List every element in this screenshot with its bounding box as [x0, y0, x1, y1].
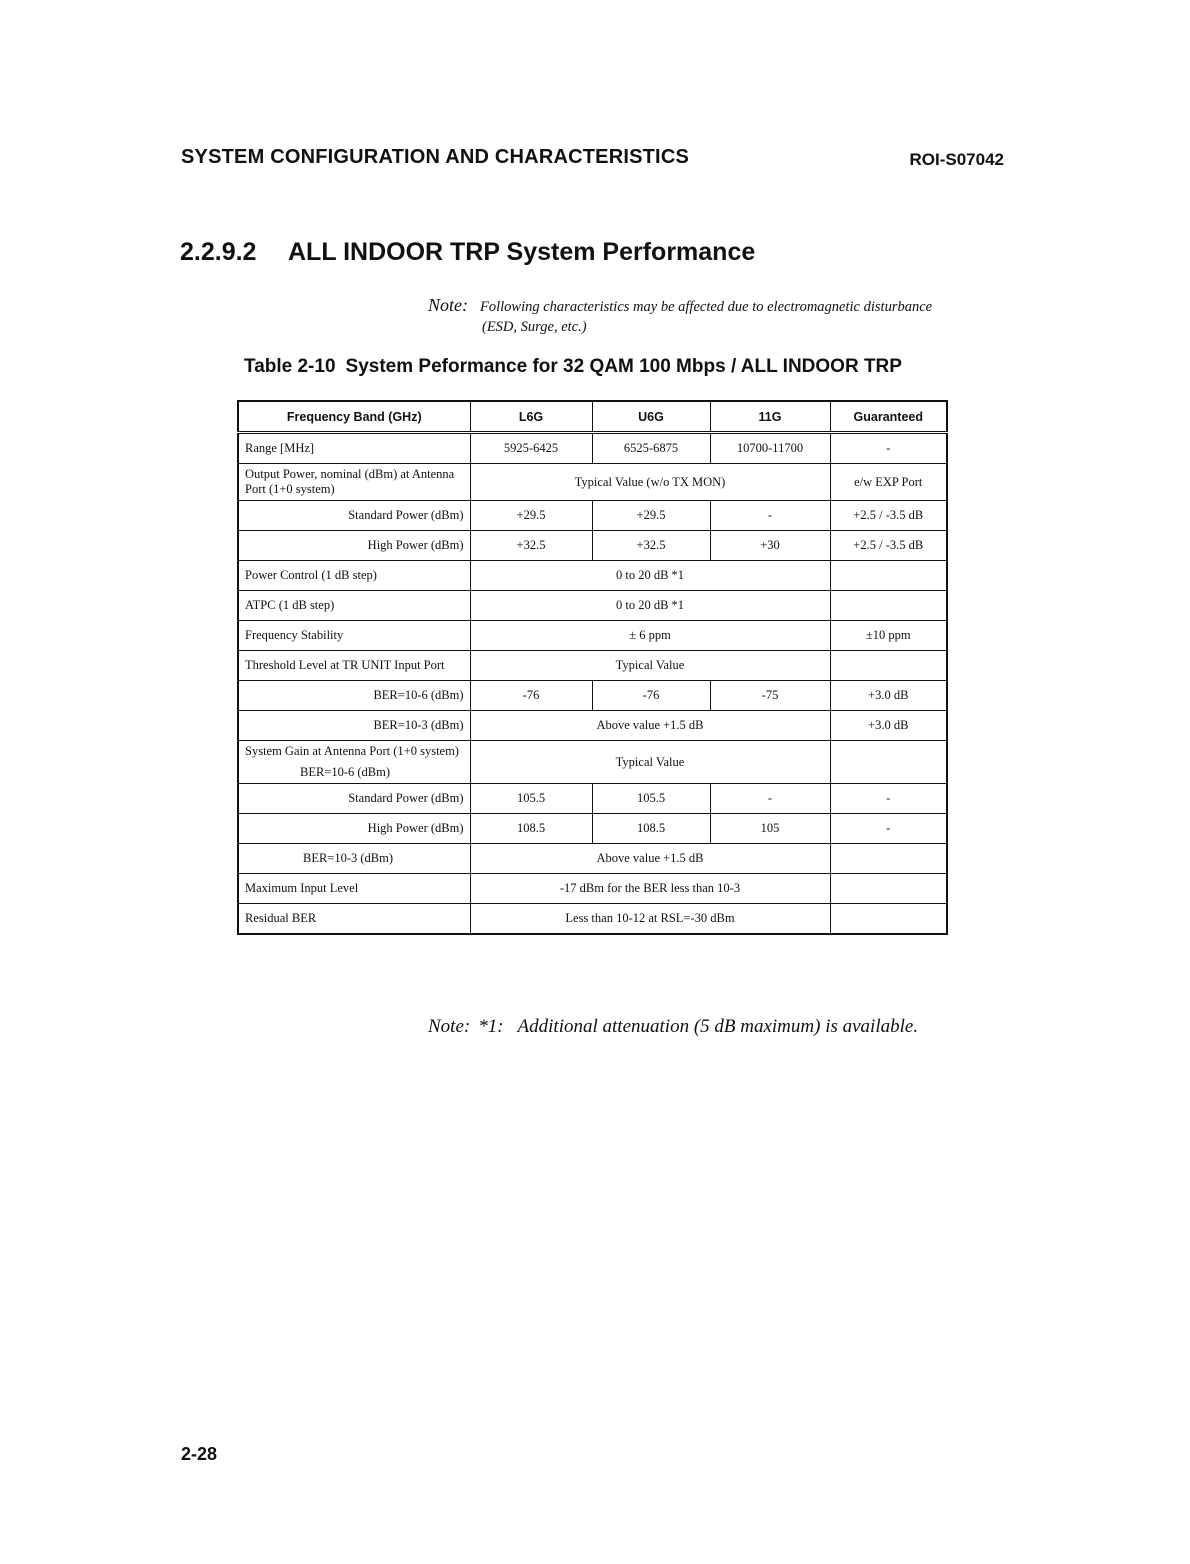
table-title — [244, 356, 902, 378]
cell-freq-stab-value: ± 6 ppm — [470, 621, 830, 651]
cell-sg-high-l6g: 108.5 — [470, 814, 592, 844]
header-frequency-band: Frequency Band (GHz) — [238, 401, 470, 433]
running-header-doc-id: ROI-S07042 — [909, 150, 1004, 169]
cell-high-power-guaranteed: +2.5 / -3.5 dB — [830, 531, 947, 561]
table-row — [238, 651, 947, 681]
cell-sysgain-label-text: System Gain at Antenna Port (1+0 system) — [245, 744, 459, 758]
cell-sg-high-label: High Power (dBm) — [238, 814, 470, 844]
table-row — [238, 531, 947, 561]
cell-std-power-label: Standard Power (dBm) — [238, 501, 470, 531]
cell-ber6-label: BER=10-6 (dBm) — [238, 681, 470, 711]
cell-sg-ber3-label: BER=10-3 (dBm) — [238, 844, 470, 874]
note-top-line1: Following characteristics may be affected due to electromagnetic disturbance — [480, 299, 933, 315]
cell-sysgain-sub: BER=10-6 (dBm) — [300, 765, 391, 779]
note-bottom-ref: *1: — [478, 1016, 504, 1037]
header-u6g: U6G — [592, 401, 710, 433]
cell-power-control-guaranteed — [830, 561, 947, 591]
cell-freq-stab-guaranteed: ±10 ppm — [830, 621, 947, 651]
cell-sg-std-l6g: 105.5 — [470, 784, 592, 814]
cell-atpc-value: 0 to 20 dB *1 — [470, 591, 830, 621]
cell-output-label: Output Power, nominal (dBm) at Antenna Port (1+0 system) — [238, 464, 470, 501]
note-top-label: Note: — [428, 295, 468, 315]
cell-range-u6g: 6525-6875 — [592, 433, 710, 464]
cell-ber6-l6g: -76 — [470, 681, 592, 711]
cell-sysgain-label — [238, 741, 470, 784]
cell-ber3-value: Above value +1.5 dB — [470, 711, 830, 741]
note-bottom — [428, 1016, 918, 1038]
table-row — [238, 591, 947, 621]
section-heading — [180, 238, 755, 267]
cell-std-power-u6g: +29.5 — [592, 501, 710, 531]
cell-sg-high-u6g: 108.5 — [592, 814, 710, 844]
cell-sg-std-u6g: 105.5 — [592, 784, 710, 814]
section-number: 2.2.9.2 — [180, 238, 257, 266]
cell-range-label: Range [MHz] — [238, 433, 470, 464]
cell-sg-high-guaranteed: - — [830, 814, 947, 844]
cell-max-input-label: Maximum Input Level — [238, 874, 470, 904]
table-number: Table 2-10 — [244, 356, 336, 377]
cell-sg-ber3-value: Above value +1.5 dB — [470, 844, 830, 874]
cell-high-power-label: High Power (dBm) — [238, 531, 470, 561]
table-row — [238, 874, 947, 904]
cell-range-guaranteed: - — [830, 433, 947, 464]
cell-sg-high-11g: 105 — [710, 814, 830, 844]
section-title: ALL INDOOR TRP System Performance — [288, 238, 756, 266]
table-row — [238, 561, 947, 591]
note-top-line2: (ESD, Surge, etc.) — [482, 319, 587, 335]
cell-output-value: Typical Value (w/o TX MON) — [470, 464, 830, 501]
running-header-title: SYSTEM CONFIGURATION AND CHARACTERISTICS — [181, 146, 689, 168]
header-11g: 11G — [710, 401, 830, 433]
cell-high-power-u6g: +32.5 — [592, 531, 710, 561]
cell-ber6-11g: -75 — [710, 681, 830, 711]
cell-ber3-guaranteed: +3.0 dB — [830, 711, 947, 741]
table-caption: System Peformance for 32 QAM 100 Mbps / ALL INDOOR TRP — [345, 356, 902, 377]
cell-residual-value: Less than 10-12 at RSL=-30 dBm — [470, 904, 830, 935]
table-row — [238, 844, 947, 874]
cell-high-power-l6g: +32.5 — [470, 531, 592, 561]
cell-residual-guaranteed — [830, 904, 947, 935]
table-row — [238, 814, 947, 844]
cell-power-control-label: Power Control (1 dB step) — [238, 561, 470, 591]
note-top — [428, 295, 1008, 337]
note-bottom-text: Additional attenuation (5 dB maximum) is available. — [517, 1016, 919, 1037]
cell-std-power-l6g: +29.5 — [470, 501, 592, 531]
cell-sysgain-value: Typical Value — [470, 741, 830, 784]
cell-max-input-guaranteed — [830, 874, 947, 904]
page-number: 2-28 — [181, 1444, 218, 1464]
cell-sg-ber3-guaranteed — [830, 844, 947, 874]
cell-power-control-value: 0 to 20 dB *1 — [470, 561, 830, 591]
cell-max-input-value: -17 dBm for the BER less than 10-3 — [470, 874, 830, 904]
cell-sg-std-guaranteed: - — [830, 784, 947, 814]
table-row — [238, 681, 947, 711]
cell-std-power-11g: - — [710, 501, 830, 531]
table-row — [238, 501, 947, 531]
cell-threshold-value: Typical Value — [470, 651, 830, 681]
table-row — [238, 784, 947, 814]
cell-threshold-label: Threshold Level at TR UNIT Input Port — [238, 651, 470, 681]
cell-sg-std-label: Standard Power (dBm) — [238, 784, 470, 814]
cell-range-l6g: 5925-6425 — [470, 433, 592, 464]
cell-std-power-guaranteed: +2.5 / -3.5 dB — [830, 501, 947, 531]
cell-sg-std-11g: - — [710, 784, 830, 814]
table-row — [238, 621, 947, 651]
table-row — [238, 464, 947, 501]
note-bottom-label: Note: — [428, 1016, 471, 1037]
cell-threshold-guaranteed — [830, 651, 947, 681]
cell-sysgain-guaranteed — [830, 741, 947, 784]
table-row — [238, 711, 947, 741]
header-l6g: L6G — [470, 401, 592, 433]
cell-range-11g: 10700-11700 — [710, 433, 830, 464]
cell-atpc-label: ATPC (1 dB step) — [238, 591, 470, 621]
cell-ber6-u6g: -76 — [592, 681, 710, 711]
cell-residual-label: Residual BER — [238, 904, 470, 935]
performance-table — [237, 400, 948, 935]
table-row — [238, 433, 947, 464]
cell-high-power-11g: +30 — [710, 531, 830, 561]
table-row — [238, 904, 947, 935]
header-guaranteed: Guaranteed — [830, 401, 947, 433]
table-header-row — [238, 401, 947, 433]
cell-output-guaranteed: e/w EXP Port — [830, 464, 947, 501]
cell-ber6-guaranteed: +3.0 dB — [830, 681, 947, 711]
cell-freq-stab-label: Frequency Stability — [238, 621, 470, 651]
cell-atpc-guaranteed — [830, 591, 947, 621]
cell-ber3-label: BER=10-3 (dBm) — [238, 711, 470, 741]
table-row — [238, 741, 947, 784]
